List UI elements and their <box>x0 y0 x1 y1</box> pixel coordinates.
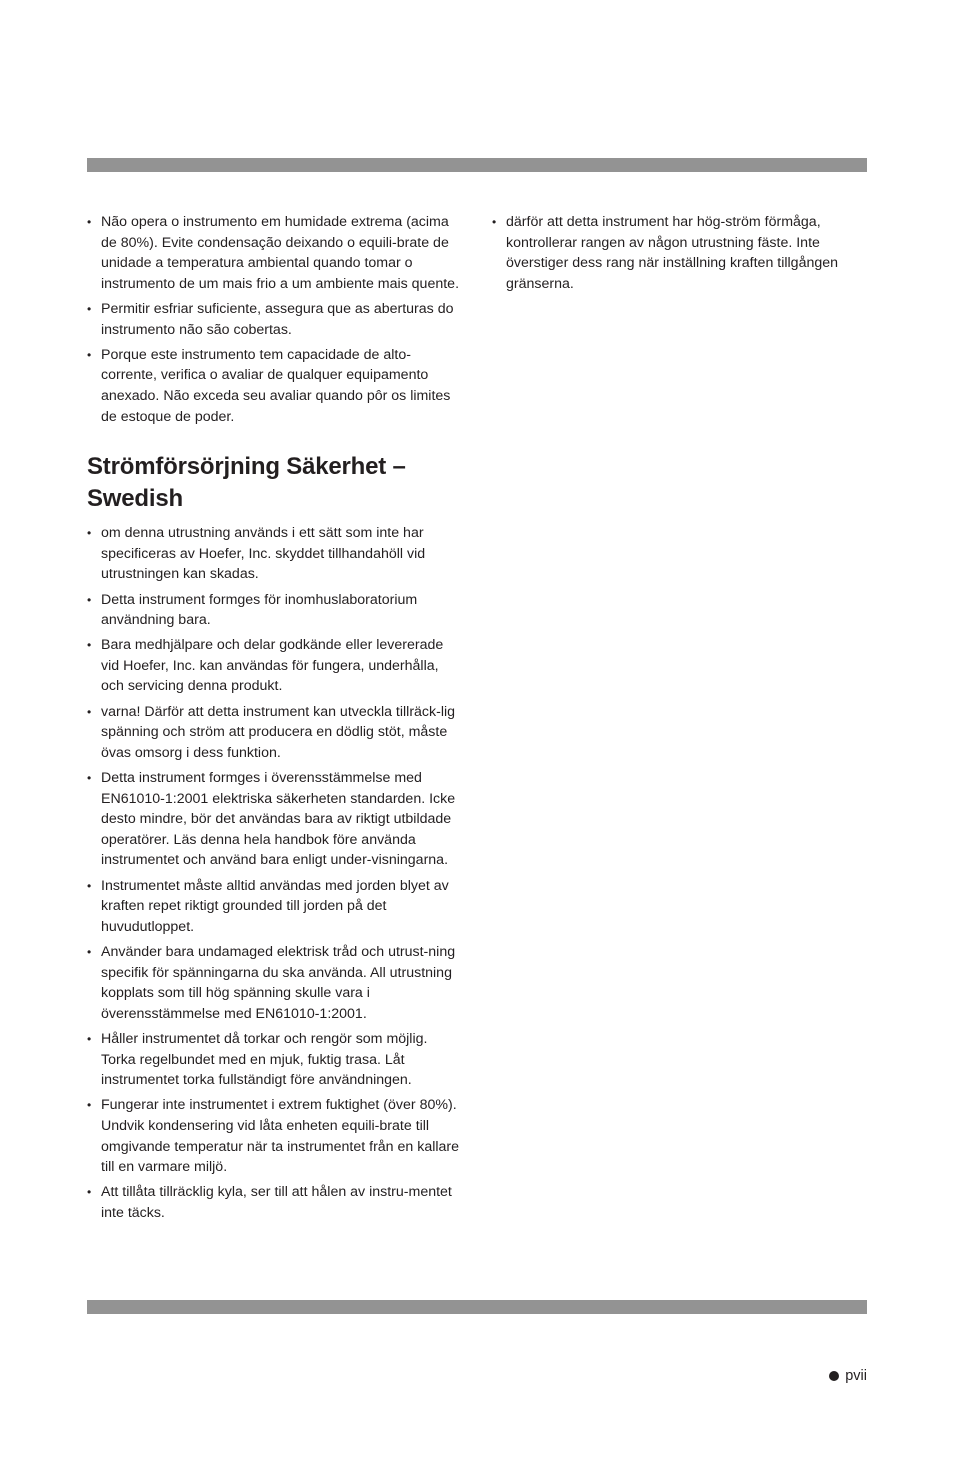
list-item: • Fungerar inte instrumentet i extrem fuktighet (över 80%). Undvik kondensering vid låta enheten equili-brate till omgivande temperatur när ta instrumentet från en kallare till en varmare miljö. <box>87 1097 460 1176</box>
right-column <box>492 212 864 299</box>
bullet: • <box>87 301 92 316</box>
list-item: • Använder bara undamaged elektrisk tråd och utrust-ning specifik för spänningarna du ska använda. All utrustning kopplats som till hög spänning skulle vara i överensstämmelse med EN61010-1:2001. <box>87 943 456 1022</box>
bullet: • <box>87 944 92 959</box>
list-item: • Detta instrument formges för inomhuslaboratorium användning bara. <box>87 591 418 629</box>
page-number-label: pvii <box>845 1368 867 1384</box>
bullet: • <box>87 1098 92 1113</box>
page-number <box>829 1368 867 1384</box>
list-item: • Não opera o instrumento em humidade extrema (acima de 80%). Evite condensação deixando o equili-brate de unidade a temperatura ambiental quando tomar o instrumento de um mais frio a um ambiente mais quente. <box>87 214 460 292</box>
bullet: • <box>87 1185 92 1200</box>
list-item: • varna! Därför att detta instrument kan utveckla tillräck-lig spänning och ström att producera en dödlig stöt, måste övas omsorg i dess funktion. <box>87 703 456 761</box>
bullet-dot-icon <box>829 1371 839 1381</box>
list-item: • Permitir esfriar suficiente, assegura que as aberturas do instrumento não são cobertas. <box>87 300 454 338</box>
list-item: • Instrumentet måste alltid användas med jorden blyet av kraften repet riktigt grounded till jorden på det huvudutloppet. <box>87 877 449 935</box>
list-item: • Att tillåta tillräcklig kyla, ser till att hålen av instru-mentet inte täcks. <box>87 1184 452 1221</box>
top-rule <box>87 158 867 172</box>
section-heading: Strömförsörjning Säkerhet – Swedish <box>87 453 406 513</box>
swedish-list <box>87 523 465 1223</box>
list-item: • Porque este instrumento tem capacidade de alto-corrente, verifica o avaliar de qualquer equipamento anexado. Não exceda seu avaliar quando pôr os limites de estoque de poder. <box>87 346 451 425</box>
bullet: • <box>87 592 92 607</box>
list-item: • Detta instrument formges i överensstämmelse med EN61010-1:2001 elektriska säkerheten standarden. Icke desto mindre, bör det användas bara av riktigt utbildade operatörer. Läs denna hela handbok före använda instrumentet och använd bara enligt under-visningarna. <box>87 770 456 869</box>
bullet: • <box>492 215 497 229</box>
bullet: • <box>87 215 92 229</box>
bullet: • <box>87 347 92 362</box>
bottom-rule <box>87 1300 867 1314</box>
bullet: • <box>87 1031 92 1046</box>
list-item: • Bara medhjälpare och delar godkände eller levererade vid Hoefer, Inc. kan användas för fungera, underhålla, och servicing denna produkt. <box>87 637 444 695</box>
list-item: • om denna utrustning används i ett sätt som inte har specificeras av Hoefer, Inc. skyddet tillhandahöll vid utrustningen kan skadas. <box>87 525 426 583</box>
portuguese-list <box>87 212 465 427</box>
right-list <box>492 212 864 294</box>
bullet: • <box>87 638 92 653</box>
bullet: • <box>87 704 92 719</box>
bullet: • <box>87 878 92 893</box>
bullet: • <box>87 771 92 786</box>
left-column <box>87 212 465 1228</box>
list-item: • Håller instrumentet då torkar och rengör som möjlig. Torka regelbundet med en mjuk, fuktig trasa. Låt instrumentet torka fullständigt före användningen. <box>87 1030 428 1089</box>
list-item: • därför att detta instrument har hög-ström förmåga, kontrollerar rangen av någon utrustning fäste. Inte överstiger dess rang när inställning kraften tillgången gränserna. <box>492 214 839 292</box>
bullet: • <box>87 526 92 541</box>
